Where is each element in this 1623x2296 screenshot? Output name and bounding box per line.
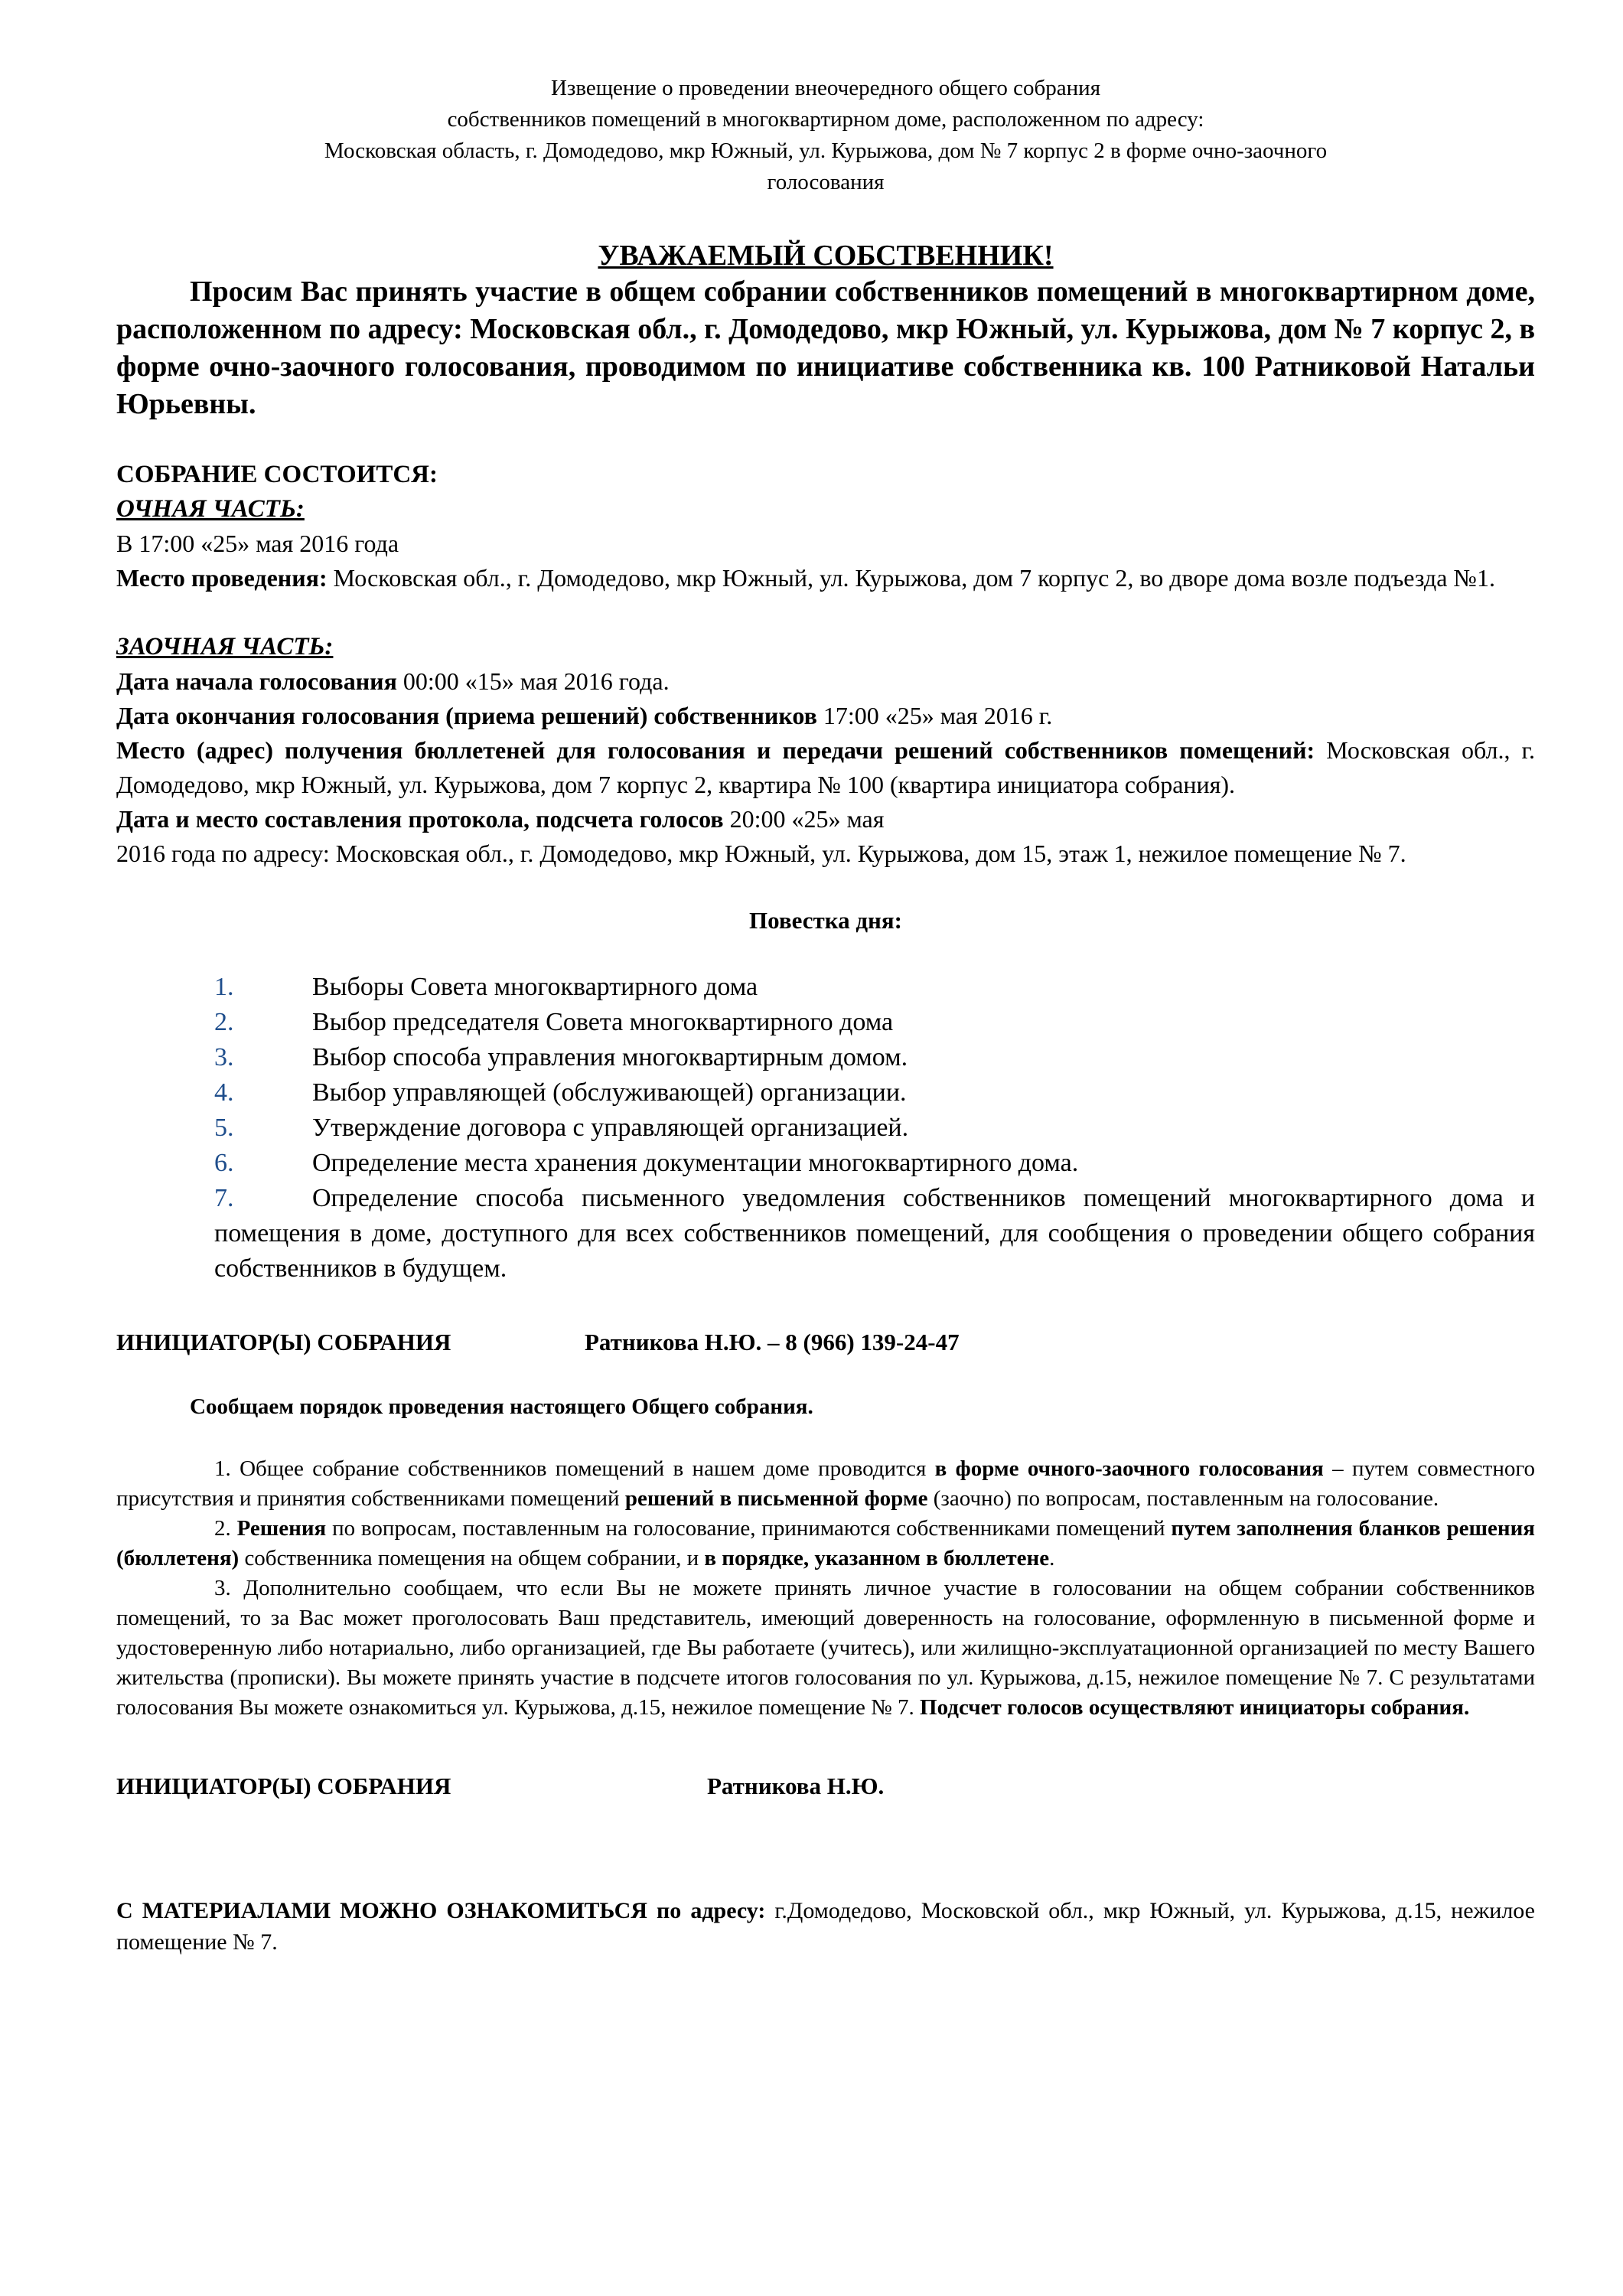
spacer bbox=[116, 1803, 1535, 1895]
agenda-item bbox=[116, 1146, 1535, 1181]
agenda-item bbox=[116, 1181, 1535, 1287]
notice-line: голосования bbox=[767, 170, 885, 194]
order-paragraph-1 bbox=[116, 1454, 1535, 1514]
text-run-bold: Решения bbox=[236, 1516, 327, 1541]
agenda-list bbox=[116, 970, 1535, 1287]
start-value: 00:00 «15» мая 2016 года. bbox=[396, 667, 670, 695]
materials-value: г.Домодедово, Московской обл., мкр Южный, ул. Курыжова, д.15, нежилое помещение № 7. bbox=[116, 1898, 1535, 1955]
protocol-address: 2016 года по адресу: Московская обл., г. Домодедово, мкр Южный, ул. Курыжова, дом 15, этаж 1, нежилое помещение № 7. bbox=[116, 840, 1406, 867]
ballot-place bbox=[116, 733, 1535, 802]
initiator-value: Ратникова Н.Ю. bbox=[707, 1773, 885, 1799]
agenda-number: 7. bbox=[214, 1184, 234, 1212]
text-run: по вопросам, поставленным на голосование, принимаются собственниками помещений bbox=[326, 1516, 1172, 1541]
vote-end bbox=[116, 699, 1535, 733]
end-value: 17:00 «25» мая 2016 г. bbox=[816, 702, 1053, 729]
agenda-item bbox=[116, 1005, 1535, 1040]
text-run: – путем совместного присутствия и принятия собственниками помещений bbox=[116, 1456, 1536, 1511]
text-run: собственника помещения на общем собрании, и bbox=[239, 1546, 705, 1570]
agenda-title: Повестка дня: bbox=[749, 907, 902, 934]
agenda-item bbox=[116, 1075, 1535, 1110]
spacer bbox=[116, 1302, 1535, 1325]
order-paragraph-2 bbox=[116, 1514, 1535, 1574]
notice-line: Московская область, г. Домодедово, мкр Южный, ул. Курыжова, дом № 7 корпус 2 в форме очно-заочного bbox=[324, 139, 1328, 163]
ballot-label: Место (адрес) получения бюллетеней для голосования и передачи решений собственников помещений: bbox=[116, 736, 1315, 764]
agenda-number: 3. bbox=[214, 1043, 234, 1071]
agenda-text: Определение места хранения документации многоквартирного дома. bbox=[312, 1149, 1079, 1177]
agenda-text: Определение способа письменного уведомления собственников помещений многоквартирного дома и помещения в доме, доступного для всех собственников помещений, для сообщения о проведении общего собрания собственников в будущем. bbox=[214, 1184, 1535, 1283]
text-run: (заочно) по вопросам, поставленным на голосование. bbox=[927, 1486, 1439, 1511]
text-run: 1. Общее собрание собственников помещений в нашем доме проводится bbox=[214, 1456, 935, 1481]
protocol-value: 20:00 «25» мая bbox=[723, 805, 885, 833]
vote-start bbox=[116, 664, 1535, 699]
place-label: Место проведения: bbox=[116, 564, 328, 592]
initiator-label: ИНИЦИАТОР(Ы) СОБРАНИЯ bbox=[116, 1773, 451, 1799]
meeting-heading: СОБРАНИЕ СОСТОИТСЯ: bbox=[116, 461, 438, 488]
text-run-bold: путем заполнения бланков решения (бюллетеня) bbox=[116, 1516, 1535, 1570]
notice-line: собственников помещений в многоквартирном доме, расположенном по адресу: bbox=[447, 107, 1204, 132]
agenda-text: Выбор председателя Совета многоквартирного дома bbox=[312, 1008, 894, 1036]
notice-line: Извещение о проведении внеочередного общего собрания bbox=[550, 76, 1101, 100]
initiator-label: ИНИЦИАТОР(Ы) СОБРАНИЯ bbox=[116, 1329, 451, 1355]
agenda-number: 2. bbox=[214, 1008, 234, 1036]
materials-label: С МАТЕРИАЛАМИ МОЖНО ОЗНАКОМИТЬСЯ по адресу: bbox=[116, 1898, 766, 1923]
spacer bbox=[116, 1723, 1535, 1769]
text-run-bold: в порядке, указанном в бюллетене bbox=[704, 1546, 1050, 1570]
agenda-number: 4. bbox=[214, 1078, 234, 1107]
in-person-heading: ОЧНАЯ ЧАСТЬ: bbox=[116, 495, 305, 523]
in-person-time: В 17:00 «25» мая 2016 года bbox=[116, 530, 399, 557]
agenda-text: Утверждение договора с управляющей организацией. bbox=[312, 1114, 909, 1142]
intro-paragraph: Просим Вас принять участие в общем собрании собственников помещений в многоквартирном доме, расположенном по адресу: Московская обл., г. Домодедово, мкр Южный, ул. Курыжова, дом № 7 корпус 2, в форме очно-заочного голосования, проводимом по инициативе собственника кв. 100 Ратниковой Натальи Юрьевны. bbox=[116, 276, 1535, 420]
text-run-bold: Подсчет голосов осуществляют инициаторы собрания. bbox=[920, 1695, 1470, 1720]
meeting-place bbox=[116, 561, 1535, 595]
agenda-text: Выбор способа управления многоквартирным домом. bbox=[312, 1043, 908, 1071]
agenda-number: 6. bbox=[214, 1149, 234, 1177]
text-run-bold: в форме очного-заочного голосования bbox=[934, 1456, 1324, 1481]
materials-info bbox=[116, 1895, 1535, 1958]
start-label: Дата начала голосования bbox=[116, 667, 397, 695]
initiator-value: Ратникова Н.Ю. – 8 (966) 139-24-47 bbox=[585, 1329, 960, 1355]
agenda-number: 5. bbox=[214, 1114, 234, 1142]
text-run: . bbox=[1049, 1546, 1055, 1570]
initiator-line bbox=[116, 1325, 1535, 1359]
absentee-heading: ЗАОЧНАЯ ЧАСТЬ: bbox=[116, 633, 334, 660]
agenda-text: Выбор управляющей (обслуживающей) организации. bbox=[312, 1078, 907, 1107]
agenda-number: 1. bbox=[214, 973, 234, 1001]
text-run: 3. Дополнительно сообщаем, что если Вы не можете принять личное участие в голосовании на общем собрании собственников помещений, то за Вас может проголосовать Ваш представитель, имеющий доверенность на голосование, оформленную в письменной форме и удостоверенную либо нотариально, либо организацией, где Вы работаете (учитесь), или жилищно-эксплуатационной организацией по месту Вашего жительства (прописки). Вы можете принять участие в подсчете итогов голосования по ул. Курыжова, д.15, нежилое помещение № 7. С результатами голосования Вы можете ознакомиться ул. Курыжова, д.15, нежилое помещение № 7. bbox=[116, 1576, 1535, 1720]
text-run: 2. bbox=[214, 1516, 237, 1541]
spacer bbox=[116, 595, 1535, 630]
notice-header bbox=[116, 73, 1535, 198]
greeting-title: УВАЖАЕМЫЙ СОБСТВЕННИК! bbox=[598, 240, 1054, 272]
order-title: Сообщаем порядок проведения настоящего Общего собрания. bbox=[190, 1394, 813, 1419]
agenda-item bbox=[116, 970, 1535, 1005]
end-label: Дата окончания голосования (приема решений) собственников bbox=[116, 702, 817, 729]
ballot-value: Московская обл., г. Домодедово, мкр Южный, ул. Курыжова, дом 7 корпус 2, квартира № 100 (квартира инициатора собрания). bbox=[116, 736, 1536, 798]
protocol-label: Дата и место составления протокола, подсчета голосов bbox=[116, 805, 724, 833]
protocol-info bbox=[116, 802, 1535, 837]
text-run-bold: решений в письменной форме bbox=[624, 1486, 928, 1511]
place-value: Московская обл., г. Домодедово, мкр Южный, ул. Курыжова, дом 7 корпус 2, во дворе дома возле подъезда №1. bbox=[327, 564, 1495, 592]
agenda-item bbox=[116, 1110, 1535, 1146]
initiator-signature-line bbox=[116, 1769, 1535, 1803]
agenda-item bbox=[116, 1040, 1535, 1075]
agenda-text: Выборы Совета многоквартирного дома bbox=[312, 973, 758, 1001]
order-paragraph-3 bbox=[116, 1574, 1535, 1723]
